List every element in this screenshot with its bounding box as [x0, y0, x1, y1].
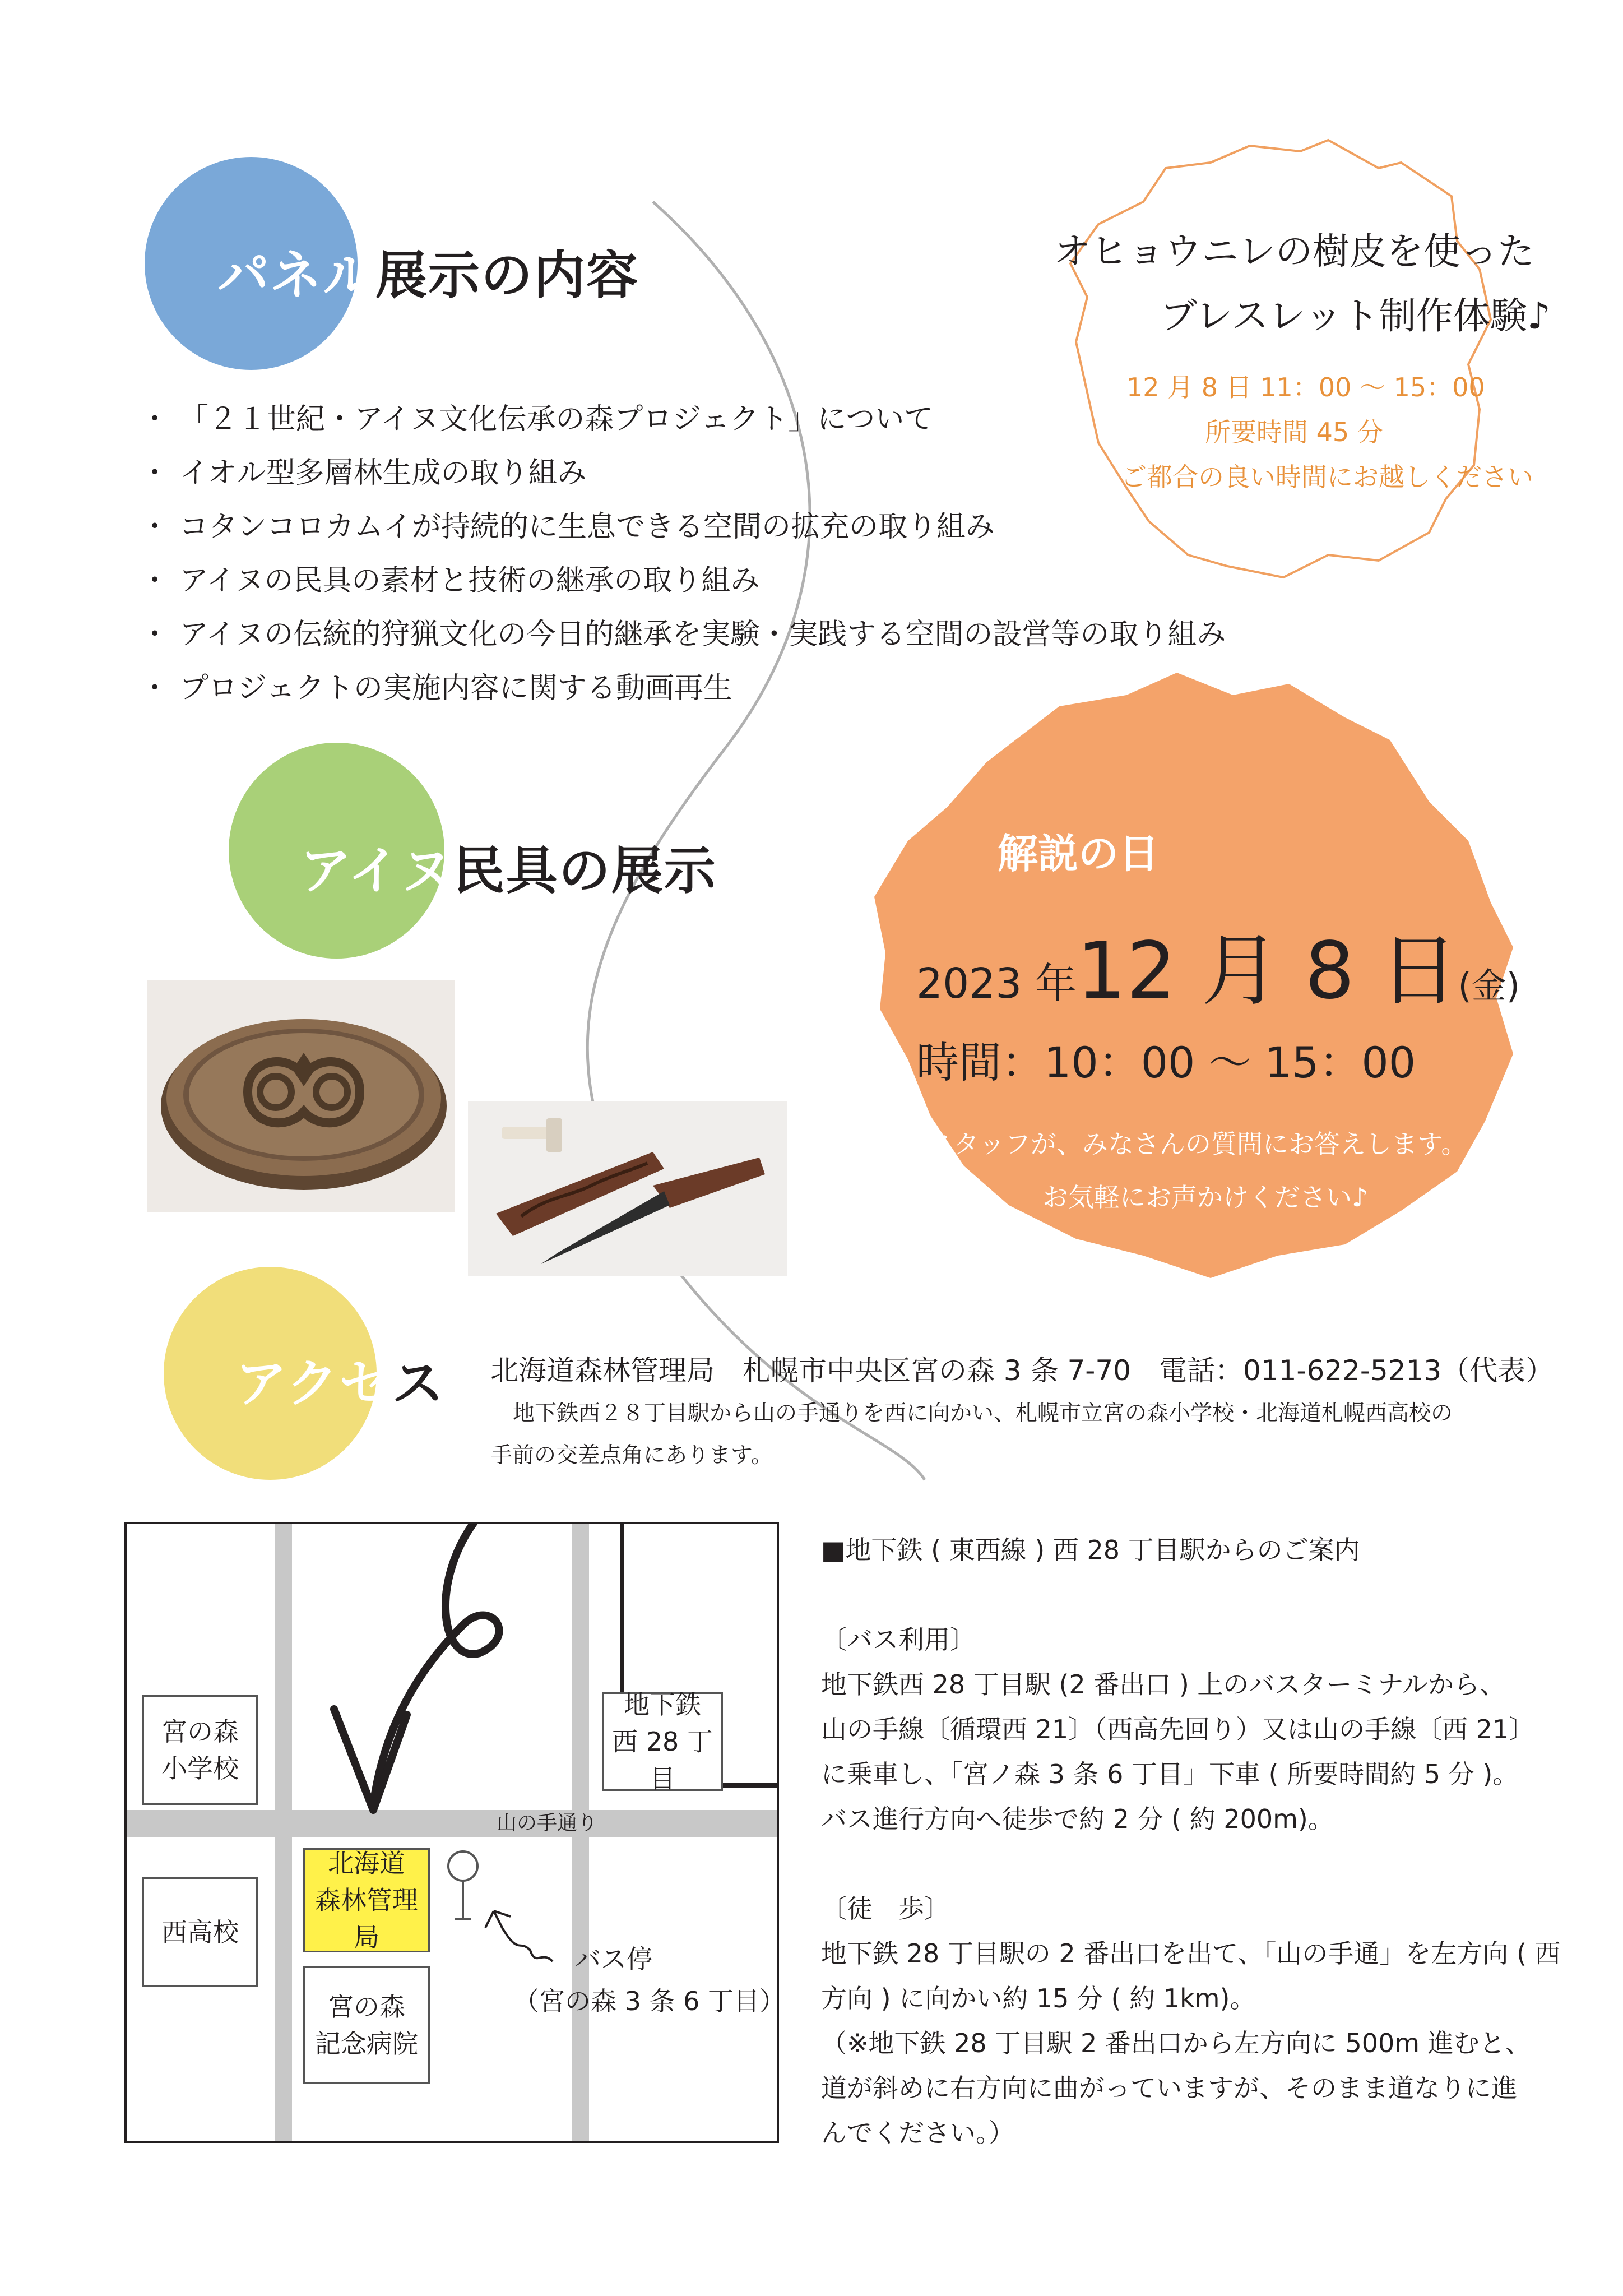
list-item: ・ コタンコロカムイが持続的に生息できる空間の拡充の取り組み	[140, 510, 995, 544]
station-building: 地下鉄 西 28 丁目	[602, 1692, 723, 1791]
explanation-note-line2: お気軽にお声かけください♪	[1042, 1182, 1369, 1212]
access-address: 北海道森林管理局 札幌市中央区宮の森 3 条 7-70 電話：011-622-5213（代表）	[490, 1354, 1554, 1387]
guide-heading: ■地下鉄 ( 東西線 ) 西 28 丁目駅からのご案内	[821, 1535, 1360, 1565]
bus-stop-name: （宮の森 3 条 6 丁目）	[513, 1986, 786, 2016]
explanation-date-big: 12 月 8 日	[1076, 925, 1458, 1017]
explanation-date	[916, 908, 1520, 1021]
workshop-schedule: 12 月 8 日 11：00 ～ 15：00	[1126, 372, 1485, 402]
access-heading-white: アクセ	[235, 1354, 392, 1414]
forest-office-building: 北海道 森林管理局	[303, 1848, 430, 1952]
tools-heading-dark: 民具の展示	[453, 841, 717, 901]
guide-walk-line: 地下鉄 28 丁目駅の 2 番出口を出て、「山の手通」を左方向 ( 西	[821, 1938, 1561, 1969]
explanation-note-line1: スタッフが、みなさんの質問にお答えします。	[928, 1129, 1467, 1159]
guide-bus-line: バス進行方向へ徒歩で約 2 分 ( 約 200m)。	[821, 1804, 1334, 1834]
panel-heading-dark: 展示の内容	[375, 246, 639, 305]
nishi-high-building: 西高校	[142, 1877, 258, 1987]
access-directions-line1: 地下鉄西２８丁目駅から山の手通りを西に向かい、札幌市立宮の森小学校・北海道札幌西高校の	[513, 1401, 1453, 1426]
carved-tray-photo	[147, 980, 455, 1212]
guide-bus-line: 地下鉄西 28 丁目駅 (2 番出口 ) 上のバスターミナルから、	[821, 1669, 1506, 1700]
access-directions-line2: 手前の交差点角にあります。	[490, 1443, 773, 1468]
guide-bus-line: 山の手線〔循環西 21〕（西高先回り）又は山の手線〔西 21〕	[821, 1714, 1535, 1744]
guide-walk-line: 方向 ) に向かい約 15 分 ( 約 1km)。	[821, 1983, 1256, 2013]
list-item: ・ 「２１世紀・アイヌ文化伝承の森プロジェクト」について	[140, 402, 934, 436]
list-item: ・ プロジェクトの実施内容に関する動画再生	[140, 672, 732, 705]
tools-heading	[300, 830, 717, 904]
explanation-weekday: (金)	[1458, 965, 1520, 1006]
guide-bus-line: に乗車し、「宮ノ森 3 条 6 丁目」下車 ( 所要時間約 5 分 )。	[821, 1759, 1519, 1789]
school-building: 宮の森 小学校	[142, 1695, 258, 1805]
guide-walk-line: （※地下鉄 28 丁目駅 2 番出口から左方向に 500m 進むと、	[821, 2028, 1531, 2058]
guide-walk-heading: 〔徒 歩〕	[821, 1894, 950, 1924]
list-item: ・ イオル型多層林生成の取り組み	[140, 456, 587, 490]
tools-heading-white: アイヌ	[300, 841, 453, 901]
guide-bus-heading: 〔バス利用〕	[821, 1624, 976, 1655]
workshop-title-line1: オヒョウニレの樹皮を使った	[1054, 230, 1534, 273]
road-label: 山の手通り	[497, 1812, 598, 1835]
bus-stop-arrow-icon	[494, 1911, 553, 1961]
panel-heading-white: パネル	[217, 246, 376, 305]
guide-walk-line: んでください。）	[821, 2118, 1014, 2148]
explanation-time: 時間：10：00 ～ 15：00	[916, 1038, 1416, 1087]
workshop-note: ご都合の良い時間にお越しください	[1121, 462, 1533, 492]
workshop-duration: 所要時間 45 分	[1205, 417, 1383, 447]
hospital-building: 宮の森 記念病院	[303, 1966, 430, 2084]
workshop-title-line2: ブレスレット制作体験♪	[1160, 294, 1551, 337]
guide-walk-line: 道が斜めに右方向に曲がっていますが、そのまま道なりに進	[821, 2073, 1517, 2103]
access-heading	[235, 1343, 444, 1417]
list-item: ・ アイヌの伝統的狩猟文化の今日的継承を実験・実践する空間の設営等の取り組み	[140, 618, 1226, 651]
access-map	[124, 1522, 786, 2143]
panel-item-list	[140, 392, 1226, 715]
list-item: ・ アイヌの民具の素材と技術の継承の取り組み	[140, 564, 760, 598]
bus-stop-icon	[448, 1851, 477, 1881]
panel-heading	[217, 234, 639, 308]
knife-photo	[468, 1101, 787, 1276]
explanation-title: 解説の日	[998, 830, 1160, 877]
workshop-outline-shape	[1065, 129, 1502, 589]
explanation-year: 2023 年	[916, 960, 1077, 1008]
map-overlay	[127, 1524, 777, 2141]
access-heading-dark: ス	[392, 1354, 445, 1414]
bus-stop-label: バス停	[575, 1944, 652, 1974]
